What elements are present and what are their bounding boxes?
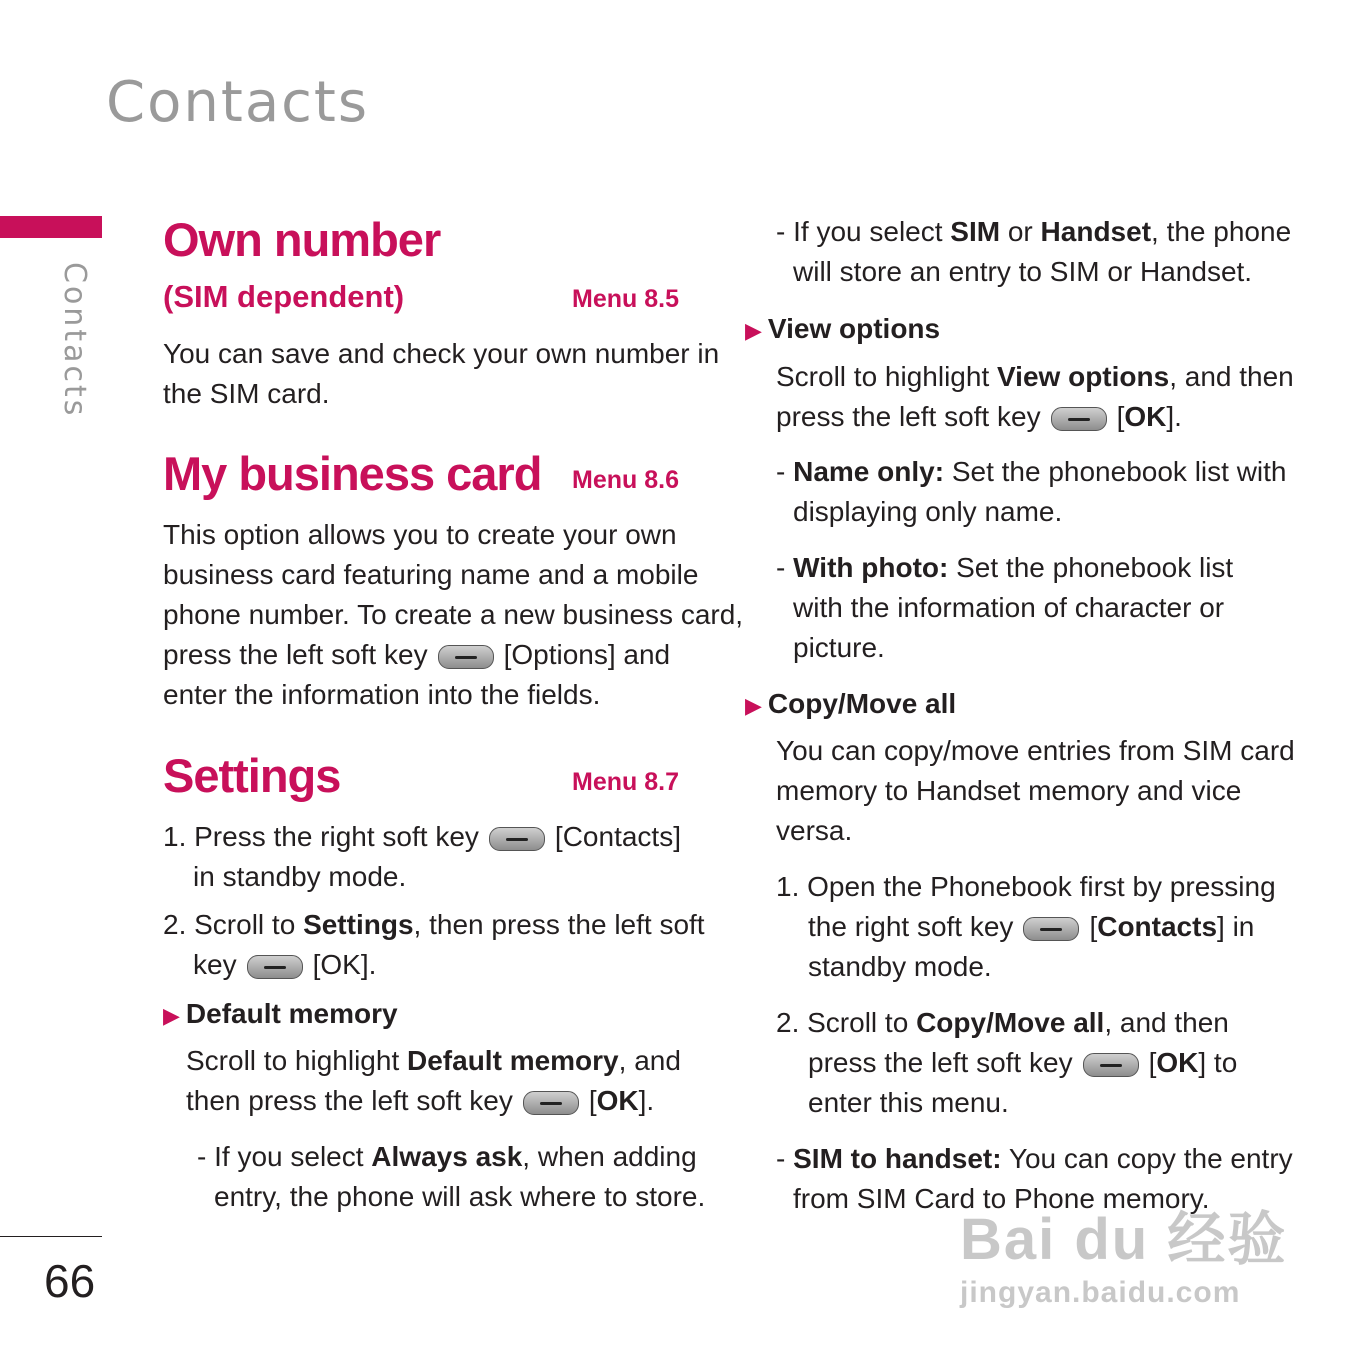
left-soft-key-icon <box>247 955 303 979</box>
baidu-watermark-logo: Bai du 经验 jingyan.baidu.com <box>960 1207 1288 1309</box>
default-memory-sim-handset: - If you select SIM or Handset, the phone will store an entry to SIM or Handset. <box>776 216 1292 287</box>
default-memory-text: Scroll to highlight Default memory, and then press the left soft key [OK]. <box>186 1045 681 1116</box>
copy-move-heading: ▶ Copy/Move all <box>745 688 957 719</box>
right-soft-key-icon <box>489 827 545 851</box>
settings-heading: Settings <box>163 749 341 802</box>
own-number-heading: Own number <box>163 213 441 266</box>
own-number-text: You can save and check your own number in the SIM card. <box>163 338 720 409</box>
settings-step-1: 1. Press the right soft key [Contacts] in standby mode. <box>163 821 681 892</box>
business-card-menu-ref: Menu 8.6 <box>572 466 679 494</box>
triangle-bullet-icon: ▶ <box>745 693 762 718</box>
copy-move-step-2: 2. Scroll to Copy/Move all, and then press the left soft key [OK] to enter this menu. <box>776 1007 1238 1118</box>
copy-move-step-1: 1. Open the Phonebook first by pressing the right soft key [Contacts] in standby mode. <box>776 871 1276 982</box>
default-memory-heading: ▶ Default memory <box>163 998 398 1029</box>
side-section-label: Contacts <box>57 262 92 419</box>
business-card-heading: My business card <box>163 447 542 500</box>
section-tab-marker <box>0 216 102 238</box>
page-header: Contacts <box>106 70 370 135</box>
business-card-text: This option allows you to create your own business card featuring name and a mobile phone number. To create a new business card, press the left soft key [Options] and enter the information into the fields. <box>163 519 744 710</box>
right-soft-key-icon <box>1023 917 1079 941</box>
left-soft-key-icon <box>438 645 494 669</box>
copy-move-text: You can copy/move entries from SIM card memory to Handset memory and vice versa. <box>776 735 1295 846</box>
own-number-subtitle: (SIM dependent) <box>163 279 405 314</box>
triangle-bullet-icon: ▶ <box>745 318 762 343</box>
footer-rule <box>0 1236 102 1237</box>
left-soft-key-icon <box>523 1091 579 1115</box>
view-options-text: Scroll to highlight View options, and then press the left soft key [OK]. <box>776 361 1294 432</box>
settings-step-2: 2. Scroll to Settings, then press the left soft key [OK]. <box>163 909 705 980</box>
view-options-heading: ▶ View options <box>745 313 941 344</box>
copy-move-sim-to-handset: - SIM to handset: You can copy the entry from SIM Card to Phone memory. <box>776 1143 1293 1214</box>
view-options-name-only: - Name only: Set the phonebook list with displaying only name. <box>776 456 1287 527</box>
settings-menu-ref: Menu 8.7 <box>572 768 679 796</box>
own-number-menu-ref: Menu 8.5 <box>572 285 679 313</box>
default-memory-always-ask: - If you select Always ask, when adding entry, the phone will ask where to store. <box>197 1141 706 1212</box>
triangle-bullet-icon: ▶ <box>163 1003 180 1028</box>
page-number: 66 <box>44 1255 96 1307</box>
view-options-with-photo: - With photo: Set the phonebook list with the information of character or picture. <box>776 552 1234 663</box>
left-soft-key-icon <box>1051 407 1107 431</box>
left-soft-key-icon <box>1083 1053 1139 1077</box>
